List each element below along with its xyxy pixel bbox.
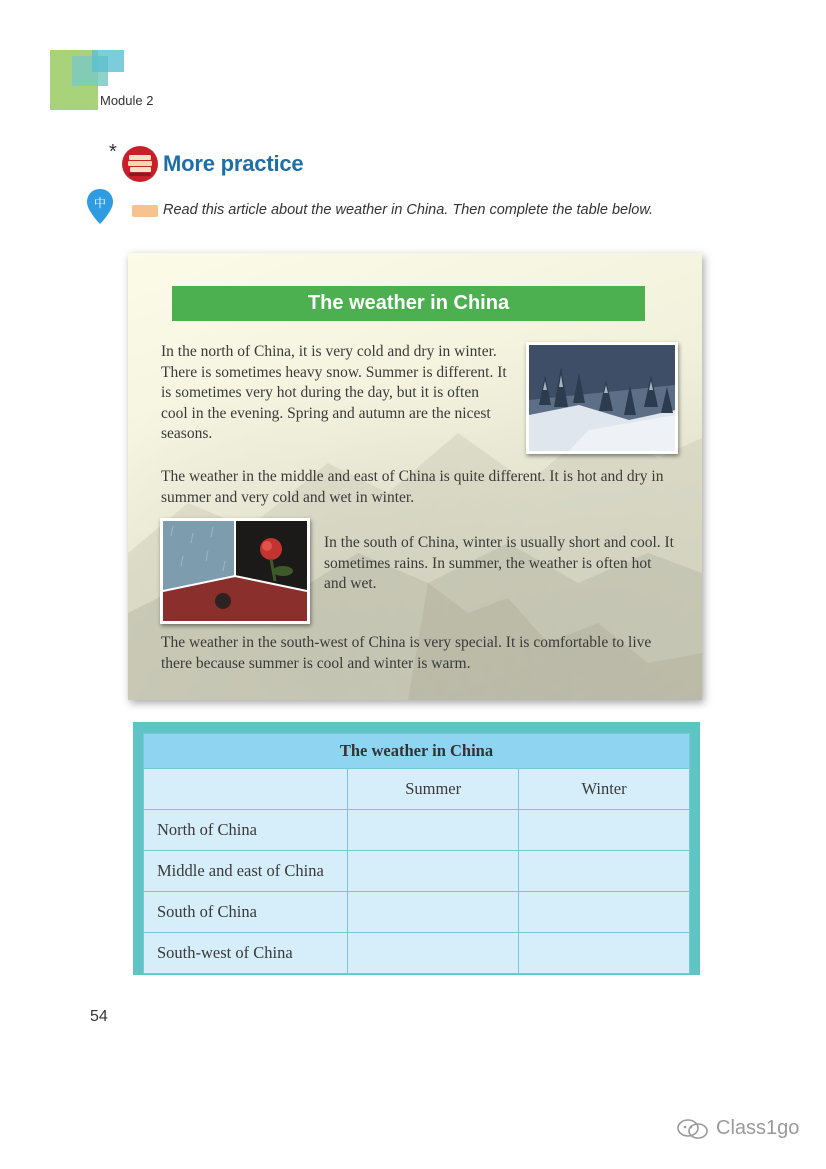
answer-cell-winter[interactable] [519, 851, 690, 892]
column-header-winter: Winter [519, 769, 690, 810]
row-label: South of China [144, 892, 348, 933]
answer-cell-summer[interactable] [348, 933, 519, 974]
table-row [144, 892, 690, 933]
table-row [144, 810, 690, 851]
article-paragraph: The weather in the south-west of China is very special. It is comfortable to live there because summer is cool and winter is warm. [161, 634, 652, 672]
article-paragraph: The weather in the middle and east of China is quite different. It is hot and dry in summer and very cold and wet in winter. [161, 468, 664, 506]
article-title-bar [172, 286, 645, 321]
table-row [144, 851, 690, 892]
chat-bubble-icon [676, 1118, 710, 1140]
column-header-blank [144, 769, 348, 810]
article-paragraph: In the north of China, it is very cold and dry in winter. There is sometimes heavy snow. Summer is different. It is sometimes very hot during the day, but it is often cool in the evening. Spring and autumn are the nicest seasons. [161, 343, 507, 442]
answer-cell-winter[interactable] [519, 933, 690, 974]
section-title: More practice [163, 151, 304, 176]
page-number: 54 [90, 1008, 108, 1025]
snowy-forest-photo [526, 342, 678, 454]
article-title: The weather in China [307, 292, 510, 314]
row-label: South-west of China [144, 933, 348, 974]
answer-cell-winter[interactable] [519, 892, 690, 933]
watermark-text: Class1go [716, 1117, 800, 1139]
instruction-tag-icon [132, 205, 158, 217]
weather-table-frame [133, 722, 700, 975]
weather-table [143, 733, 690, 974]
row-label: North of China [144, 810, 348, 851]
table-title: The weather in China [144, 734, 690, 769]
asterisk-mark: * [109, 141, 117, 163]
column-header-summer: Summer [348, 769, 519, 810]
pin-label: 中 [93, 196, 107, 210]
location-pin-icon [86, 188, 114, 231]
article-paragraph: In the south of China, winter is usually short and cool. It sometimes rains. In summer, the weather is often hot and wet. [324, 534, 674, 592]
row-label: Middle and east of China [144, 851, 348, 892]
instruction-text: Read this article about the weather in China. Then complete the table below. [163, 202, 654, 218]
watermark [676, 1117, 799, 1140]
article-card [128, 253, 702, 700]
rainy-collage-photo [160, 518, 310, 624]
answer-cell-summer[interactable] [348, 892, 519, 933]
table-row [144, 933, 690, 974]
answer-cell-summer[interactable] [348, 810, 519, 851]
module-marker-block [92, 50, 124, 72]
answer-cell-winter[interactable] [519, 810, 690, 851]
module-label: Module 2 [100, 93, 154, 108]
books-icon [121, 145, 159, 188]
answer-cell-summer[interactable] [348, 851, 519, 892]
